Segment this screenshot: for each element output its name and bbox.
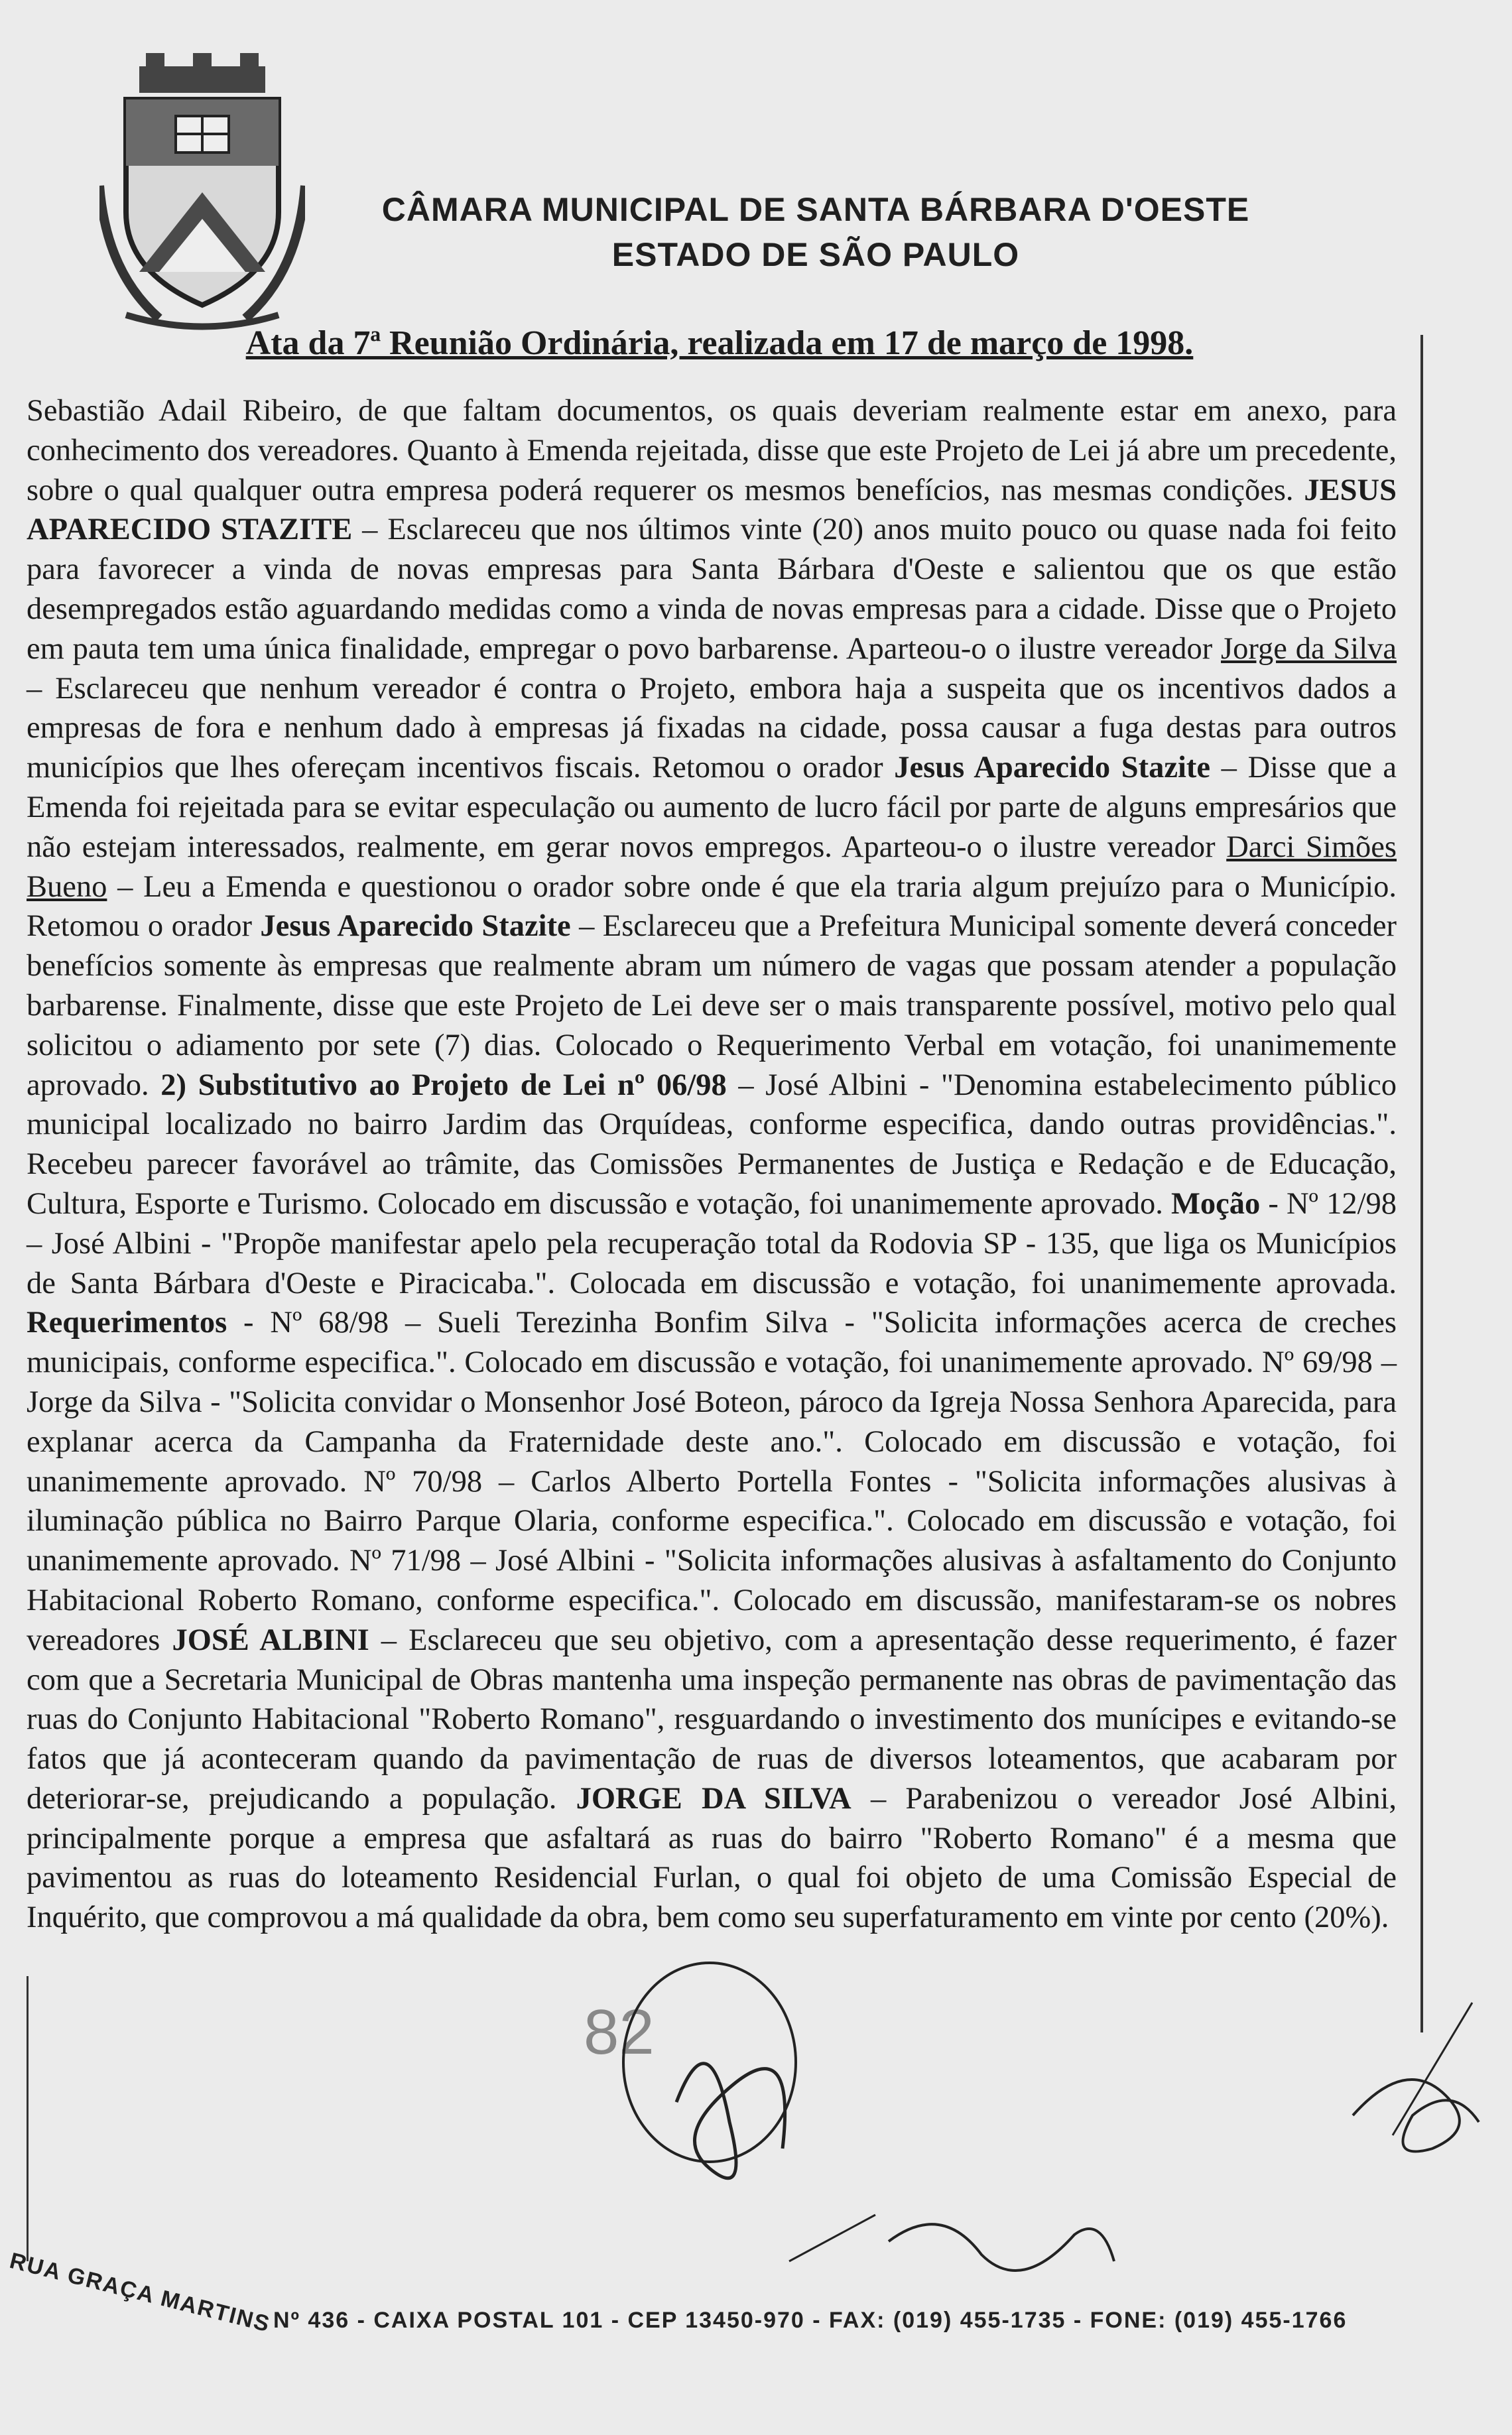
footer-street [7,2248,281,2338]
underlined-name: Darci Simões Bueno [27,830,1397,904]
minutes-body [27,391,1397,1938]
underlined-name: Jorge da Silva [1221,631,1397,666]
body-segment: – Esclareceu que nos últimos vinte (20) anos muito pouco ou quase nada foi feito para favorecer a vinda de novas empresas para Santa Bárbara d'Oeste e salientou que os que estão desempregados estão aguardando medidas como a vinda de novas empresas para a cidade. Disse que o Projeto em pauta tem uma única finalidade, empregar o povo barbarense. Aparteou-o o ilustre vereador [27,513,1397,666]
footer-contact: Nº 436 - CAIXA POSTAL 101 - CEP 13450-970 - FAX: (019) 455-1735 - FONE: (019) 455-1766 [273,2308,1348,2333]
section-heading: Moção [1170,1186,1261,1221]
body-segment: – Esclareceu que nenhum vereador é contra o Projeto, embora haja a suspeita que os incentivos dados a empresas de fora e nenhum dado à empresas já fixadas na cidade, possa causar a fuga destas para outros municípios que lhes ofereçam incentivos fiscais. Retomou o orador [27,671,1397,785]
speaker-name: JOSÉ ALBINI [172,1623,369,1657]
body-segment: – Leu a Emenda e questionou o orador sobre onde é que ela traria algum prejuízo para o Município. Retomou o orador [27,869,1397,944]
body-segment: - Nº 68/98 – Sueli Terezinha Bonfim Silva - "Solicita informações acerca de creches municipais, conforme especifica.". Colocado em discussão e votação, foi unanimemente aprovado. Nº 69/98 – Jorge da Silva - "Solicita convidar o Monsenhor José Boteon, pároco da Igreja Nossa Senhora Aparecida, para explanar acerca da Campanha da Fraternidade deste ano.". Colocado em discussão e votação, foi unanimemente aprovado. Nº 70/98 – Carlos Alberto Portella Fontes - "Solicita informações alusivas à iluminação pública no Bairro Parque Olaria, conforme especifica.". Colocado em discussão e votação, foi unanimemente aprovado. Nº 71/98 – José Albini - "Solicita informações alusivas à asfaltamento do Conjunto Habitacional Roberto Romano, conforme especifica.". Colocado em discussão, manifestaram-se os nobres vereadores [27,1306,1397,1657]
right-margin-rule [1420,335,1423,2032]
speaker-name: Jesus Aparecido Stazite [260,909,571,944]
city-coat-of-arms [99,53,305,332]
letterhead [371,187,1260,277]
body-segment: – Parabenizou o vereador José Albini, principalmente porque a empresa que asfaltará as ruas do bairro "Roberto Romano" é a mesma que pavimentou as ruas do loteamento Residencial Furlan, o qual foi objeto de uma Comissão Especial de Inquérito, que comprovou a má qualidade da obra, bem como seu superfaturamento em vinte por cento (20%). [27,1781,1397,1935]
speaker-name: Jesus Aparecido Stazite [894,751,1211,785]
address-footer [7,2248,1499,2420]
body-segment: – José Albini - "Denomina estabelecimento público municipal localizado no bairro Jardim das Orquídeas, conforme especifica, dando outras providências.". Recebeu parecer favorável ao trâmite, das Comissões Permanentes de Justiça e Redação e de Educação, Cultura, Esporte e Turismo. Colocado em discussão e votação, foi unanimemente aprovado. [27,1068,1397,1221]
institution-name: CÂMARA MUNICIPAL DE SANTA BÁRBARA D'OESTE [381,191,1250,228]
left-margin-rule [27,1976,29,2261]
body-segment: Sebastião Adail Ribeiro, de que faltam documentos, os quais deveriam realmente estar em anexo, para conhecimento dos vereadores. Quanto à Emenda rejeitada, disse que este Projeto de Lei já abre um precedente, sobre o qual qualquer outra empresa poderá requerer os mesmos benefícios, nas mesmas condições. [27,394,1397,507]
section-heading: Requerimentos [27,1306,227,1340]
body-segment: - Nº 12/98 – José Albini - "Propõe manifestar apelo pela recuperação total da Rodovia SP - 135, que liga os Municípios de Santa Bárbara d'Oeste e Piracicaba.". Colocada em discussão e votação, foi unanimemente aprovada. [27,1186,1397,1300]
body-segment: – Esclareceu que seu objetivo, com a apresentação desse requerimento, é fazer com que a Secretaria Municipal de Obras mantenha uma inspeção permanente nas obras de pavimentação das ruas do Conjunto Habitacional "Roberto Romano", resguardando o investimento dos munícipes e evitando-se fatos que já aconteceram quando da pavimentação de ruas de diversos loteamentos, que acabaram por deteriorar-se, prejudicando a população. [27,1623,1397,1816]
minutes-paragraph [27,391,1397,1938]
body-segment: – Disse que a Emenda foi rejeitada para se evitar especulação ou aumento de lucro fácil por parte de alguns empresários que não estejam interessados, realmente, em gerar novos empregos. Aparteou-o o ilustre vereador [27,751,1397,864]
speaker-name: JORGE DA SILVA [576,1781,851,1816]
state-name: ESTADO DE SÃO PAULO [611,236,1020,273]
agenda-item-heading: 2) Substitutivo ao Projeto de Lei nº 06/98 [160,1068,727,1102]
body-segment: – Esclareceu que a Prefeitura Municipal somente deverá conceder benefícios somente às empresas que realmente abram um número de vagas que possam atender a população barbarense. Finalmente, disse que este Projeto de Lei deve ser o mais transparente possível, motivo pelo qual solicitou o adiamento por sete (7) dias. Colocado o Requerimento Verbal em votação, foi unanimemente aprovado. [27,909,1397,1102]
minutes-title: Ata da 7ª Reunião Ordinária, realizada em 17 de março de 1998. [245,324,1194,362]
footer-street-text: RUA GRAÇA MARTINS [7,2248,273,2338]
speaker-name: JESUS APARECIDO STAZITE [27,473,1397,547]
page-number: 82 [584,1997,655,2068]
